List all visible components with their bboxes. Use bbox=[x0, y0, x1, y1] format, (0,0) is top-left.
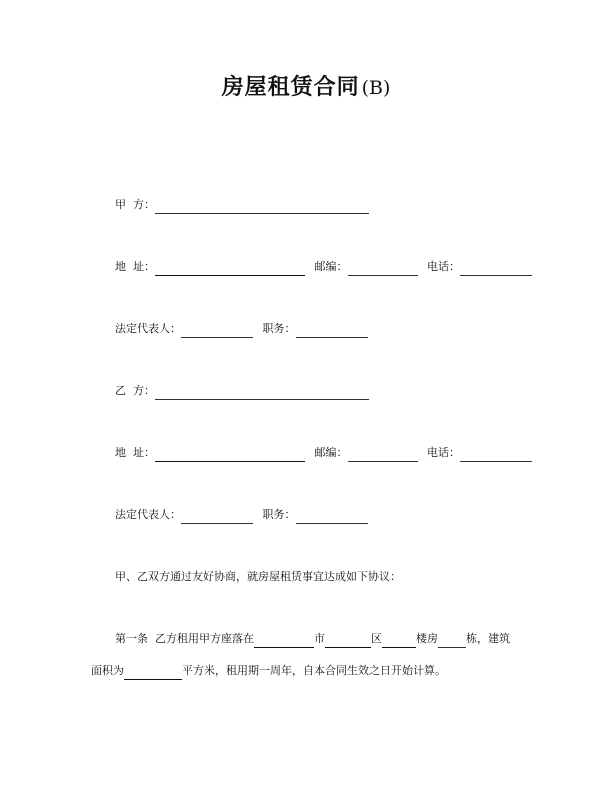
article-1-area-field[interactable] bbox=[124, 665, 182, 680]
party-b-postcode-field[interactable] bbox=[348, 447, 418, 462]
article-1-area-suffix: 平方米，租用期一周年，自本合同生效之日开始计算。 bbox=[182, 664, 446, 677]
article-1-district-field[interactable] bbox=[382, 633, 416, 648]
party-b-address-label: 地 址： bbox=[115, 446, 155, 459]
party-a-rep-label: 法定代表人： bbox=[115, 322, 181, 335]
party-b-rep-field[interactable] bbox=[181, 509, 253, 524]
party-b-position-field[interactable] bbox=[296, 509, 368, 524]
article-1-line-1 bbox=[115, 630, 510, 648]
party-b-name-label: 乙 方： bbox=[115, 384, 155, 397]
party-a-rep-row bbox=[115, 320, 368, 338]
party-b-rep-label: 法定代表人： bbox=[115, 508, 181, 521]
party-b-name-row bbox=[115, 382, 369, 400]
party-b-address-field[interactable] bbox=[155, 447, 305, 462]
party-b-phone-field[interactable] bbox=[460, 447, 532, 462]
party-a-position-label: 职务： bbox=[262, 322, 296, 335]
party-a-position-field[interactable] bbox=[296, 323, 368, 338]
party-a-phone-label: 电话： bbox=[427, 260, 460, 273]
article-1-building-field[interactable] bbox=[438, 633, 466, 648]
article-1-location-field[interactable] bbox=[254, 633, 314, 648]
party-a-phone-field[interactable] bbox=[460, 261, 532, 276]
title-sub: (B) bbox=[361, 77, 391, 99]
party-a-postcode-label: 邮编： bbox=[314, 260, 348, 273]
article-1-text: 第一条 乙方租用甲方座落在 bbox=[115, 632, 254, 645]
article-1-line-2 bbox=[91, 662, 446, 680]
title-main: 房屋租赁合同 bbox=[221, 75, 360, 100]
party-a-address-label: 地 址： bbox=[115, 260, 155, 273]
article-1-building: 楼房 bbox=[416, 632, 438, 645]
party-b-position-label: 职务： bbox=[262, 508, 296, 521]
article-1-city: 市 bbox=[314, 632, 325, 645]
party-a-name-row bbox=[115, 196, 369, 214]
document-title bbox=[0, 72, 612, 105]
party-b-postcode-label: 邮编： bbox=[314, 446, 348, 459]
party-b-phone-label: 电话： bbox=[427, 446, 460, 459]
party-a-postcode-field[interactable] bbox=[348, 261, 418, 276]
party-a-name-field[interactable] bbox=[155, 199, 369, 214]
party-b-address-row bbox=[115, 444, 532, 462]
article-1-unit: 栋，建筑 bbox=[466, 632, 510, 645]
party-b-name-field[interactable] bbox=[155, 385, 369, 400]
article-1-city-field[interactable] bbox=[325, 633, 371, 648]
article-1-district: 区 bbox=[371, 632, 382, 645]
party-a-address-row bbox=[115, 258, 532, 276]
intro-paragraph: 甲、乙双方通过友好协商，就房屋租赁事宜达成如下协议： bbox=[115, 570, 401, 583]
party-a-name-label: 甲 方： bbox=[115, 198, 155, 211]
party-a-address-field[interactable] bbox=[155, 261, 305, 276]
party-a-rep-field[interactable] bbox=[181, 323, 253, 338]
party-b-rep-row bbox=[115, 506, 368, 524]
article-1-area-prefix: 面积为 bbox=[91, 664, 124, 677]
